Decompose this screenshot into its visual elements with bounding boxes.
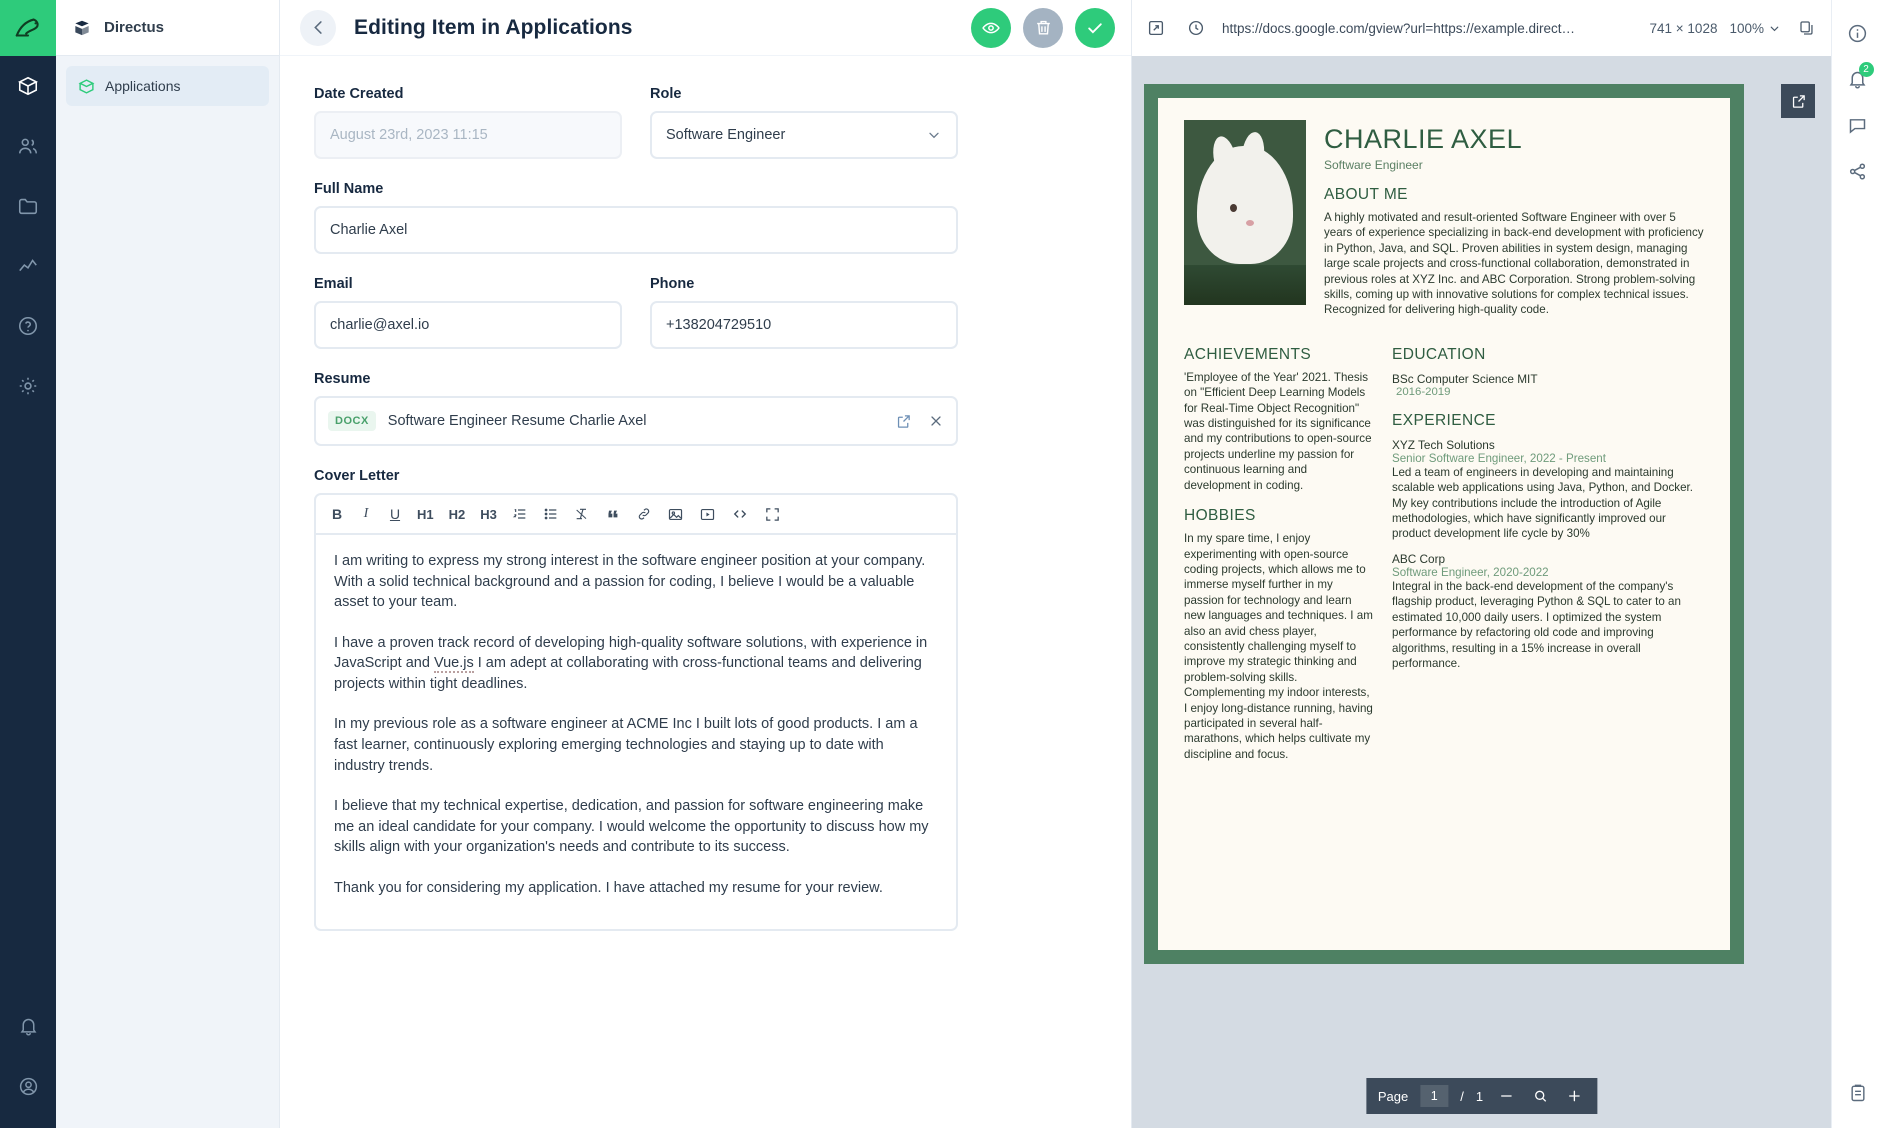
rich-text-editor xyxy=(314,493,958,931)
resume-role: Software Engineer xyxy=(1324,158,1423,172)
box-icon xyxy=(78,78,95,95)
paragraph: In my previous role as a software engineer at ACME Inc I built lots of good products. I am a fast learner, continuously exploring emerging technologies and staying up to date with industry trends. xyxy=(334,716,918,774)
main-content xyxy=(280,0,1131,1128)
education-degree: BSc Computer Science MIT xyxy=(1392,371,1538,386)
notification-badge: 2 xyxy=(1859,62,1874,77)
right-sidebar xyxy=(1831,0,1883,1128)
project-header[interactable] xyxy=(56,0,279,56)
bullet-list-button[interactable] xyxy=(543,502,559,526)
navigation-sidebar xyxy=(56,0,280,1128)
page-label: Page xyxy=(1377,1088,1409,1104)
external-link-icon[interactable] xyxy=(1142,14,1170,42)
profile-photo xyxy=(1184,120,1306,305)
document-viewer[interactable] xyxy=(1132,56,1831,1128)
reload-icon[interactable] xyxy=(1182,14,1210,42)
date-created-value: August 23rd, 2023 11:15 xyxy=(330,127,488,143)
role-select[interactable] xyxy=(650,111,958,159)
full-name-input[interactable] xyxy=(314,206,958,254)
job-company: ABC Corp xyxy=(1392,551,1446,566)
field-phone xyxy=(650,276,958,349)
magnifier-icon[interactable] xyxy=(1529,1085,1551,1107)
comments-icon[interactable] xyxy=(1838,102,1878,148)
field-date-created xyxy=(314,86,622,159)
field-label: Role xyxy=(650,86,682,102)
project-title: Directus xyxy=(104,19,165,36)
phone-value: +138204729510 xyxy=(666,317,772,333)
field-label: Cover Letter xyxy=(314,468,400,484)
achievements-text: 'Employee of the Year' 2021. Thesis on "Efficient Deep Learning Models for Real-Time Object Recognition" was distinguished for its significance and my contributions to open-source projects underline my passion for continuous learning and development in coding. xyxy=(1184,370,1372,492)
link-button[interactable] xyxy=(636,502,652,526)
education-dates: 2016-2019 xyxy=(1396,385,1451,398)
page-separator: / xyxy=(1460,1088,1464,1104)
sidebar-item-docs[interactable] xyxy=(0,296,56,356)
minus-icon[interactable] xyxy=(1495,1085,1517,1107)
directus-rabbit-logo-icon[interactable] xyxy=(0,0,56,56)
zoom-level-select[interactable] xyxy=(1729,21,1781,36)
image-dimensions: 741 × 1028 xyxy=(1649,20,1718,36)
notifications-icon[interactable] xyxy=(1838,56,1878,102)
file-preview-drawer xyxy=(1131,0,1831,1128)
save-button[interactable] xyxy=(1075,8,1115,48)
notifications-icon[interactable] xyxy=(0,996,56,1056)
sidebar-item-users[interactable] xyxy=(0,116,56,176)
experience-heading: EXPERIENCE xyxy=(1392,411,1496,429)
preview-button[interactable] xyxy=(971,8,1011,48)
field-cover-letter xyxy=(314,468,958,931)
paragraph: I am writing to express my strong interest in the software engineer position at your company. With a solid technical background and a passion for coding, I believe I would be a valuable asset to your team. xyxy=(334,553,926,611)
clipboard-icon[interactable] xyxy=(1838,1070,1878,1116)
preview-toolbar xyxy=(1132,0,1831,56)
field-label: Full Name xyxy=(314,181,384,197)
sidebar-item-label: Applications xyxy=(105,78,181,94)
header-actions xyxy=(971,8,1115,48)
module-bar xyxy=(0,0,56,1128)
fullscreen-button[interactable] xyxy=(764,502,781,526)
resume-file-row[interactable] xyxy=(314,396,958,446)
job-text: Integral in the back-end development of the company's flagship product, leveraging Python & SQL to cater to an estimated 10,000 daily users. I optimized the system performance by refactoring old code and improving algorithms, resulting in a 15% increase in overall performance. xyxy=(1392,579,1681,670)
plus-icon[interactable] xyxy=(1563,1085,1585,1107)
paragraph: Thank you for considering my application. I have attached my resume for your review. xyxy=(334,879,883,896)
editor-toolbar xyxy=(316,495,956,535)
blockquote-button[interactable] xyxy=(605,502,621,526)
hobbies-text: In my spare time, I enjoy experimenting with open-source coding projects, which allows me to immerse myself further in my passion for technology and learn new languages and techniques. I am also an avid chess player, consistently challenging myself to improve my strategic thinking and problem-solving skills. Complementing my indoor interests, I enjoy long-distance running, having participated in several half-marathons, which helps cultivate my discipline and focus. xyxy=(1184,532,1373,761)
info-icon[interactable] xyxy=(1838,10,1878,56)
sidebar-item-content[interactable] xyxy=(0,56,56,116)
role-value: Software Engineer xyxy=(666,127,786,143)
copy-icon[interactable] xyxy=(1793,14,1821,42)
page-navigation xyxy=(1366,1078,1597,1114)
heading-1-button[interactable]: H1 xyxy=(417,506,434,522)
email-field[interactable] xyxy=(314,301,622,349)
sidebar-item-applications[interactable] xyxy=(66,66,269,106)
italic-button[interactable]: I xyxy=(363,506,369,521)
chevron-down-icon xyxy=(926,127,942,143)
field-label: Date Created xyxy=(314,86,404,102)
resume-name: CHARLIE AXEL xyxy=(1324,124,1523,154)
sidebar-item-files[interactable] xyxy=(0,176,56,236)
code-button[interactable] xyxy=(731,502,749,526)
field-resume xyxy=(314,371,958,446)
hobbies-heading: HOBBIES xyxy=(1184,507,1256,525)
resume-file-name: Software Engineer Resume Charlie Axel xyxy=(387,413,647,429)
file-type-badge: DOCX xyxy=(328,411,376,431)
paragraph: I have a proven track record of developing high-quality software solutions, with experience in JavaScript and Vue.js I am adept at collaborating with cross-functional teams and delivering projects within tight deadlines. xyxy=(334,634,928,692)
heading-3-button[interactable]: H3 xyxy=(480,506,497,522)
about-heading: ABOUT ME xyxy=(1324,186,1408,203)
page-total: 1 xyxy=(1475,1088,1484,1104)
bold-button[interactable]: B xyxy=(331,506,343,522)
date-created-input[interactable] xyxy=(314,111,622,159)
preview-url[interactable]: https://docs.google.com/gview?url=https://example.direct… xyxy=(1222,20,1576,36)
cover-letter-text[interactable] xyxy=(316,535,956,929)
resume-document xyxy=(1158,98,1730,950)
paragraph: I believe that my technical expertise, dedication, and passion for software engineering make me an ideal candidate for your company. I would welcome the opportunity to discuss how my skills align with your organization's needs and contribute to its success. xyxy=(334,798,929,856)
account-icon[interactable] xyxy=(0,1056,56,1116)
underline-button[interactable]: U xyxy=(389,506,401,522)
image-button[interactable] xyxy=(667,502,684,526)
document-page xyxy=(1144,84,1744,964)
job-text: Led a team of engineers in developing and maintaining scalable web applications using Java, Python, and Docker. My key contributions include the introduction of Agile methodologies, which have significantly improved our product development life cycle by 30% xyxy=(1392,465,1693,541)
clear-format-button[interactable] xyxy=(574,502,590,526)
popout-button[interactable] xyxy=(1781,84,1815,118)
job-company: XYZ Tech Solutions xyxy=(1392,437,1495,452)
field-email xyxy=(314,276,622,349)
collection-list xyxy=(56,56,279,106)
back-button[interactable] xyxy=(300,10,336,46)
sidebar-item-insights[interactable] xyxy=(0,236,56,296)
phone-field[interactable] xyxy=(650,301,958,349)
share-icon[interactable] xyxy=(1838,148,1878,194)
education-heading: EDUCATION xyxy=(1392,345,1486,363)
full-name-value: Charlie Axel xyxy=(330,222,408,238)
field-label: Resume xyxy=(314,371,371,387)
zoom-level-value: 100% xyxy=(1729,20,1764,36)
page-title: Editing Item in Applications xyxy=(354,15,633,39)
field-label: Phone xyxy=(650,276,695,292)
email-value: charlie@axel.io xyxy=(330,317,430,333)
delete-button[interactable] xyxy=(1023,8,1063,48)
field-label: Email xyxy=(314,276,353,292)
sidebar-item-settings[interactable] xyxy=(0,356,56,416)
close-icon[interactable] xyxy=(928,413,944,429)
experience-item xyxy=(1392,438,1704,542)
directus-mark-icon xyxy=(72,18,92,38)
job-title-dates: Software Engineer, 2020-2022 xyxy=(1392,565,1549,579)
external-link-icon[interactable] xyxy=(895,413,912,430)
form-area xyxy=(280,56,1131,1128)
heading-2-button[interactable]: H2 xyxy=(448,506,466,522)
achievements-heading: ACHIEVEMENTS xyxy=(1184,345,1312,363)
page-header xyxy=(280,0,1131,56)
page-number-input[interactable]: 1 xyxy=(1420,1085,1448,1107)
about-text: A highly motivated and result-oriented Software Engineer with over 5 years of experience specializing in back-end development with proficiency in Python, Java, and SQL. Proven abilities in system design, managing large scale projects and cross-functional collaboration, demonstrated in previous roles at XYZ Inc. and ABC Corporation. Strong problem-solving skills, coming up with innovative solutions for complex technical issues. Recognized for delivering high-quality code. xyxy=(1324,211,1704,317)
field-role xyxy=(650,86,958,159)
field-full-name xyxy=(314,181,958,254)
ordered-list-button[interactable] xyxy=(512,502,528,526)
job-title-dates: Senior Software Engineer, 2022 - Present xyxy=(1392,451,1606,465)
experience-item xyxy=(1392,552,1704,671)
video-button[interactable] xyxy=(699,502,716,526)
